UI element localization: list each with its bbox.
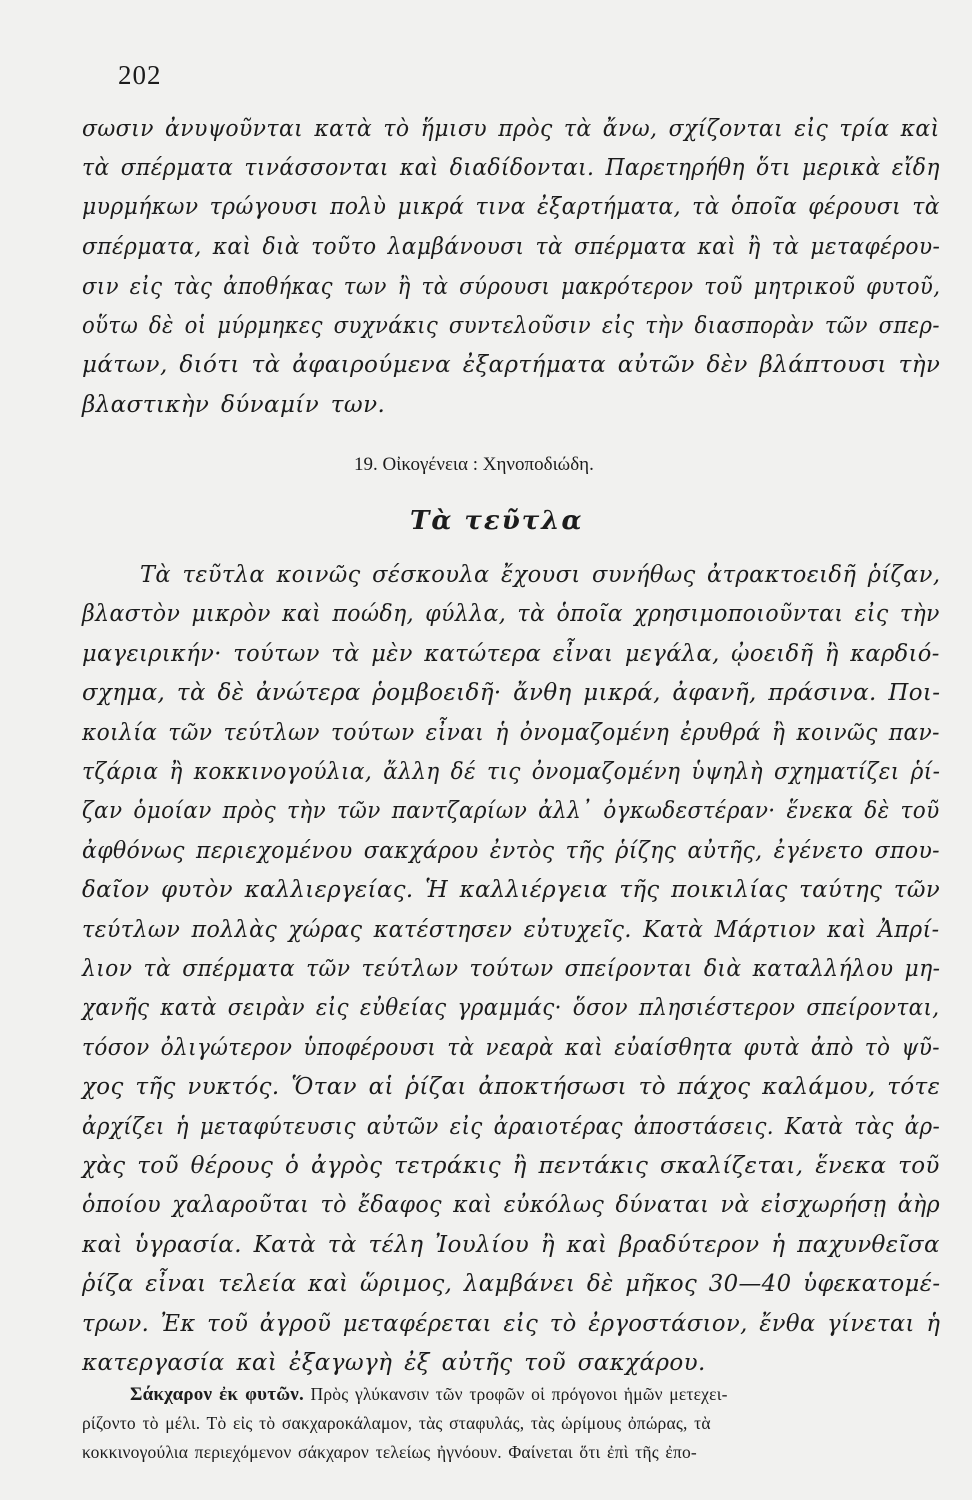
text-line: μαγειρικήν· τούτων τὰ μὲν κατώτερα εἶναι μεγάλα, ᾠοειδῆ ἢ καρδιό-	[82, 641, 940, 667]
section-heading: 19. Οἰκογένεια : Χηνοποδιώδη.	[354, 454, 594, 475]
text-line: Τὰ τεῦτλα κοινῶς σέσκουλα ἔχουσι συνήθως ἀτρακτοειδῆ ῥίζαν,	[140, 562, 941, 588]
footnote-line-text: Πρὸς γλύκανσιν τῶν τροφῶν οἱ πρόγονοι ἡμῶν μετεχει-	[303, 1384, 728, 1404]
footnote-line: κοκκινογούλια περιεχόμενον σάκχαρον τελείως ἠγνόουν. Φαίνεται ὅτι ἐπὶ τῆς ἐπο-	[82, 1442, 697, 1462]
text-line: λιον τὰ σπέρματα τῶν τεύτλων τούτων σπείρονται διὰ καταλλήλου μη-	[82, 956, 941, 982]
text-line: χανῆς κατὰ σειρὰν εἰς εὐθείας γραμμάς· ὅσον πλησιέστερον σπείρονται,	[82, 995, 940, 1021]
text-line: ἀφθόνως περιεχομένου σακχάρου ἐντὸς τῆς ῥίζης αὐτῆς, ἐγένετο σπου-	[82, 838, 940, 864]
text-line: κατεργασία καὶ ἐξαγωγὴ ἐξ αὐτῆς τοῦ σακχάρου.	[82, 1350, 706, 1376]
text-line: οὕτω δὲ οἱ μύρμηκες συχνάκις συντελοῦσιν εἰς τὴν διασπορὰν τῶν σπερ-	[82, 313, 940, 339]
text-line: τζάρια ἢ κοκκινογούλια, ἄλλη δέ τις ὀνομαζομένη ὑψηλὴ σχηματίζει ῥί-	[82, 759, 941, 785]
text-line: σχημα, τὰ δὲ ἀνώτερα ῥομβοειδῆ· ἄνθη μικρά, ἀφανῆ, πράσινα. Ποι-	[82, 680, 941, 706]
text-line: ἀρχίζει ἡ μεταφύτευσις αὐτῶν εἰς ἀραιοτέρας ἀποστάσεις. Κατὰ τὰς ἀρ-	[82, 1114, 941, 1140]
text-line: ὁποίου χαλαροῦται τὸ ἔδαφος καὶ εὐκόλως δύναται νὰ εἰσχωρήσῃ ἀὴρ	[82, 1192, 941, 1218]
text-line: τόσον ὀλιγώτερον ὑποφέρουσι τὰ νεαρὰ καὶ εὐαίσθητα φυτὰ ἀπὸ τὸ ψῦ-	[82, 1035, 940, 1061]
text-line: σιν εἰς τὰς ἀποθήκας των ἢ τὰ σύρουσι μακρότερον τοῦ μητρικοῦ φυτοῦ,	[82, 274, 941, 300]
text-line: τεύτλων πολλὰς χώρας κατέστησεν εὐτυχεῖς. Κατὰ Μάρτιον καὶ Ἀπρί-	[82, 917, 940, 943]
text-line: μάτων, διότι τὰ ἀφαιρούμενα ἐξαρτήματα αὐτῶν δὲν βλάπτουσι τὴν	[82, 352, 941, 378]
text-line: δαῖον φυτὸν καλλιεργείας. Ἡ καλλιέργεια τῆς ποικιλίας ταύτης τῶν	[82, 877, 941, 903]
page-number: 202	[118, 60, 162, 90]
text-line: καὶ ὑγρασία. Κατὰ τὰ τέλη Ἰουλίου ἢ καὶ βραδύτερον ἡ παχυνθεῖσα	[82, 1232, 940, 1258]
text-line: σωσιν ἀνυψοῦνται κατὰ τὸ ἥμισυ πρὸς τὰ ἄνω, σχίζονται εἰς τρία καὶ	[82, 116, 940, 142]
text-line: χος τῆς νυκτός. Ὅταν αἱ ῥίζαι ἀποκτήσωσι τὸ πάχος καλάμου, τότε	[82, 1074, 941, 1100]
footnote-line: ρίζοντο τὸ μέλι. Τὸ εἰς τὸ σακχαροκάλαμον, τὰς σταφυλάς, τὰς ὡρίμους ὀπώρας, τὰ	[82, 1413, 711, 1433]
text-line: κοιλία τῶν τεύτλων τούτων εἶναι ἡ ὀνομαζομένη ἐρυθρά ἢ κοινῶς παν-	[82, 720, 940, 746]
text-line: βλαστὸν μικρὸν καὶ ποώδη, φύλλα, τὰ ὁποῖα χρησιμοποιοῦνται εἰς τὴν	[82, 601, 940, 627]
text-line: χὰς τοῦ θέρους ὁ ἀγρὸς τετράκις ἢ πεντάκις σκαλίζεται, ἕνεκα τοῦ	[82, 1153, 940, 1179]
text-line: τὰ σπέρματα τινάσσονται καὶ διαδίδονται. Παρετηρήθη ὅτι μερικὰ εἴδη	[82, 155, 940, 181]
section-title: Τὰ τεῦτλα	[410, 506, 584, 536]
text-line: τρων. Ἐκ τοῦ ἀγροῦ μεταφέρεται εἰς τὸ ἐργοστάσιον, ἔνθα γίνεται ἡ	[82, 1311, 941, 1337]
footnote-title: Σάκχαρον ἐκ φυτῶν.	[130, 1384, 304, 1405]
text-line: ζαν ὁμοίαν πρὸς τὴν τῶν παντζαρίων ἀλλ᾽ ὀγκωδεστέραν· ἕνεκα δὲ τοῦ	[82, 798, 940, 824]
text-line: βλαστικὴν δύναμίν των.	[82, 392, 386, 418]
footnote-line	[130, 1384, 728, 1406]
text-line: ῥίζα εἶναι τελεία καὶ ὥριμος, λαμβάνει δὲ μῆκος 30—40 ὑφεκατομέ-	[82, 1271, 941, 1297]
text-line: μυρμήκων τρώγουσι πολὺ μικρά τινα ἐξαρτήματα, τὰ ὁποῖα φέρουσι τὰ	[82, 194, 940, 220]
text-line: σπέρματα, καὶ διὰ τοῦτο λαμβάνουσι τὰ σπέρματα καὶ ἢ τὰ μεταφέρου-	[82, 234, 941, 260]
